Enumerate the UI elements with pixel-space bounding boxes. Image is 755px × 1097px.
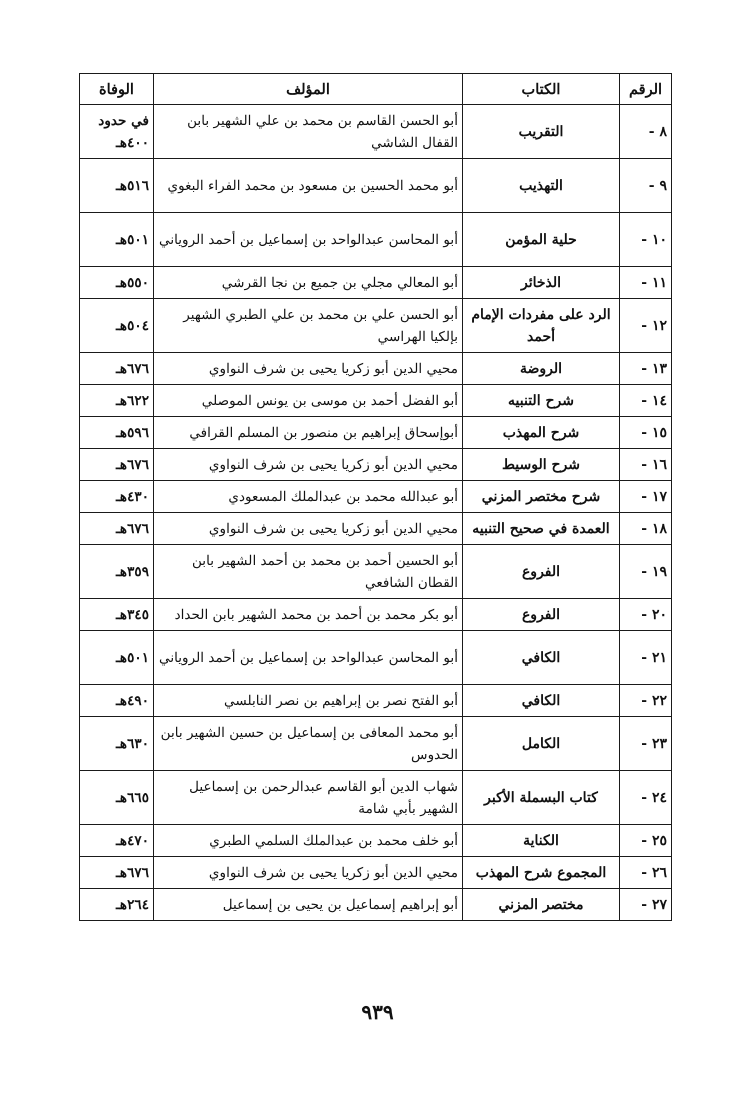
author-cell: أبو المعالي مجلي بن جميع بن نجا القرشي bbox=[154, 267, 463, 299]
death-year-cell: ٣٤٥هـ bbox=[80, 599, 154, 631]
table-row bbox=[80, 857, 672, 889]
table-row bbox=[80, 631, 672, 685]
header-book: الكتاب bbox=[463, 74, 620, 105]
book-title-cell: شرح المهذب bbox=[463, 417, 620, 449]
header-number: الرقم bbox=[620, 74, 672, 105]
author-cell: محيي الدين أبو زكريا يحيى بن شرف النواوي bbox=[154, 513, 463, 545]
row-number-cell: ١١ - bbox=[620, 267, 672, 299]
row-number-cell: ١٤ - bbox=[620, 385, 672, 417]
book-title-cell: الروضة bbox=[463, 353, 620, 385]
book-title-cell: شرح مختصر المزني bbox=[463, 481, 620, 513]
row-number-cell: ٢٦ - bbox=[620, 857, 672, 889]
book-title-cell: العمدة في صحيح التنبيه bbox=[463, 513, 620, 545]
death-year-cell: ٥٠٤هـ bbox=[80, 299, 154, 353]
death-year-cell: ٥١٦هـ bbox=[80, 159, 154, 213]
book-title-cell: الذخائر bbox=[463, 267, 620, 299]
book-title-cell: كتاب البسملة الأكبر bbox=[463, 771, 620, 825]
book-title-cell: الفروع bbox=[463, 599, 620, 631]
death-year-cell: ٤٩٠هـ bbox=[80, 685, 154, 717]
author-cell: أبو الفتح نصر بن إبراهيم بن نصر النابلسي bbox=[154, 685, 463, 717]
author-cell: أبو المحاسن عبدالواحد بن إسماعيل بن أحمد الروياني bbox=[154, 213, 463, 267]
book-title-cell: التقريب bbox=[463, 105, 620, 159]
row-number-cell: ١٨ - bbox=[620, 513, 672, 545]
author-cell: أبو الحسن القاسم بن محمد بن علي الشهير بابن القفال الشاشي bbox=[154, 105, 463, 159]
author-cell: أبو الحسين أحمد بن محمد بن أحمد الشهير بابن القطان الشافعي bbox=[154, 545, 463, 599]
death-year-cell: ٦٢٢هـ bbox=[80, 385, 154, 417]
death-year-cell: ٦٣٠هـ bbox=[80, 717, 154, 771]
author-cell: أبو محمد المعافى بن إسماعيل بن حسين الشهير بابن الحدوس bbox=[154, 717, 463, 771]
table-body bbox=[80, 105, 672, 921]
table-row bbox=[80, 449, 672, 481]
death-year-cell: ٦٧٦هـ bbox=[80, 449, 154, 481]
author-cell: أبو خلف محمد بن عبدالملك السلمي الطبري bbox=[154, 825, 463, 857]
book-title-cell: شرح الوسيط bbox=[463, 449, 620, 481]
author-cell: أبو الحسن علي بن محمد بن علي الطبري الشهير بإلكيا الهراسي bbox=[154, 299, 463, 353]
row-number-cell: ١٠ - bbox=[620, 213, 672, 267]
header-author: المؤلف bbox=[154, 74, 463, 105]
death-year-cell: ٤٧٠هـ bbox=[80, 825, 154, 857]
row-number-cell: ٢٣ - bbox=[620, 717, 672, 771]
author-cell: محيي الدين أبو زكريا يحيى بن شرف النواوي bbox=[154, 857, 463, 889]
author-cell: أبوإسحاق إبراهيم بن منصور بن المسلم القرافي bbox=[154, 417, 463, 449]
death-year-cell: ٢٦٤هـ bbox=[80, 889, 154, 921]
table-row bbox=[80, 771, 672, 825]
author-cell: أبو المحاسن عبدالواحد بن إسماعيل بن أحمد الروياني bbox=[154, 631, 463, 685]
bibliography-table bbox=[79, 73, 672, 921]
table-row bbox=[80, 213, 672, 267]
author-cell: محيي الدين أبو زكريا يحيى بن شرف النواوي bbox=[154, 449, 463, 481]
row-number-cell: ٢٤ - bbox=[620, 771, 672, 825]
row-number-cell: ٢١ - bbox=[620, 631, 672, 685]
table-row bbox=[80, 417, 672, 449]
book-title-cell: التهذيب bbox=[463, 159, 620, 213]
book-title-cell: حلية المؤمن bbox=[463, 213, 620, 267]
row-number-cell: ٨ - bbox=[620, 105, 672, 159]
book-title-cell: مختصر المزني bbox=[463, 889, 620, 921]
table-row bbox=[80, 599, 672, 631]
death-year-cell: ٥٥٠هـ bbox=[80, 267, 154, 299]
row-number-cell: ٢٢ - bbox=[620, 685, 672, 717]
table-row bbox=[80, 825, 672, 857]
book-title-cell: الرد على مفردات الإمام أحمد bbox=[463, 299, 620, 353]
table-row bbox=[80, 889, 672, 921]
author-cell: أبو إبراهيم إسماعيل بن يحيى بن إسماعيل bbox=[154, 889, 463, 921]
row-number-cell: ١٦ - bbox=[620, 449, 672, 481]
book-title-cell: الكافي bbox=[463, 685, 620, 717]
book-title-cell: الكامل bbox=[463, 717, 620, 771]
page-number: ٩٣٩ bbox=[361, 1000, 394, 1024]
death-year-cell: ٦٧٦هـ bbox=[80, 353, 154, 385]
row-number-cell: ٢٥ - bbox=[620, 825, 672, 857]
row-number-cell: ١٧ - bbox=[620, 481, 672, 513]
death-year-cell: ٣٥٩هـ bbox=[80, 545, 154, 599]
table-row bbox=[80, 159, 672, 213]
author-cell: أبو الفضل أحمد بن موسى بن يونس الموصلي bbox=[154, 385, 463, 417]
row-number-cell: ١٢ - bbox=[620, 299, 672, 353]
table-row bbox=[80, 299, 672, 353]
table-row bbox=[80, 105, 672, 159]
death-year-cell: ٤٣٠هـ bbox=[80, 481, 154, 513]
header-death: الوفاة bbox=[80, 74, 154, 105]
row-number-cell: ١٩ - bbox=[620, 545, 672, 599]
death-year-cell: ٦٧٦هـ bbox=[80, 857, 154, 889]
table-row bbox=[80, 267, 672, 299]
death-year-cell: في حدود ٤٠٠هـ bbox=[80, 105, 154, 159]
row-number-cell: ٢٠ - bbox=[620, 599, 672, 631]
book-title-cell: الكافي bbox=[463, 631, 620, 685]
book-title-cell: المجموع شرح المهذب bbox=[463, 857, 620, 889]
row-number-cell: ٩ - bbox=[620, 159, 672, 213]
author-cell: أبو بكر محمد بن أحمد بن محمد الشهير بابن الحداد bbox=[154, 599, 463, 631]
death-year-cell: ٥٠١هـ bbox=[80, 213, 154, 267]
table-row bbox=[80, 717, 672, 771]
table-row bbox=[80, 385, 672, 417]
author-cell: أبو محمد الحسين بن مسعود بن محمد الفراء البغوي bbox=[154, 159, 463, 213]
table-row bbox=[80, 513, 672, 545]
death-year-cell: ٥٠١هـ bbox=[80, 631, 154, 685]
author-cell: محيي الدين أبو زكريا يحيى بن شرف النواوي bbox=[154, 353, 463, 385]
row-number-cell: ١٥ - bbox=[620, 417, 672, 449]
row-number-cell: ٢٧ - bbox=[620, 889, 672, 921]
table-header-row bbox=[80, 74, 672, 105]
table-row bbox=[80, 685, 672, 717]
book-title-cell: الفروع bbox=[463, 545, 620, 599]
book-title-cell: الكناية bbox=[463, 825, 620, 857]
death-year-cell: ٦٧٦هـ bbox=[80, 513, 154, 545]
death-year-cell: ٦٦٥هـ bbox=[80, 771, 154, 825]
author-cell: أبو عبدالله محمد بن عبدالملك المسعودي bbox=[154, 481, 463, 513]
author-cell: شهاب الدين أبو القاسم عبدالرحمن بن إسماعيل الشهير بأبي شامة bbox=[154, 771, 463, 825]
row-number-cell: ١٣ - bbox=[620, 353, 672, 385]
book-title-cell: شرح التنبيه bbox=[463, 385, 620, 417]
table-row bbox=[80, 353, 672, 385]
table-row bbox=[80, 545, 672, 599]
death-year-cell: ٥٩٦هـ bbox=[80, 417, 154, 449]
table-row bbox=[80, 481, 672, 513]
